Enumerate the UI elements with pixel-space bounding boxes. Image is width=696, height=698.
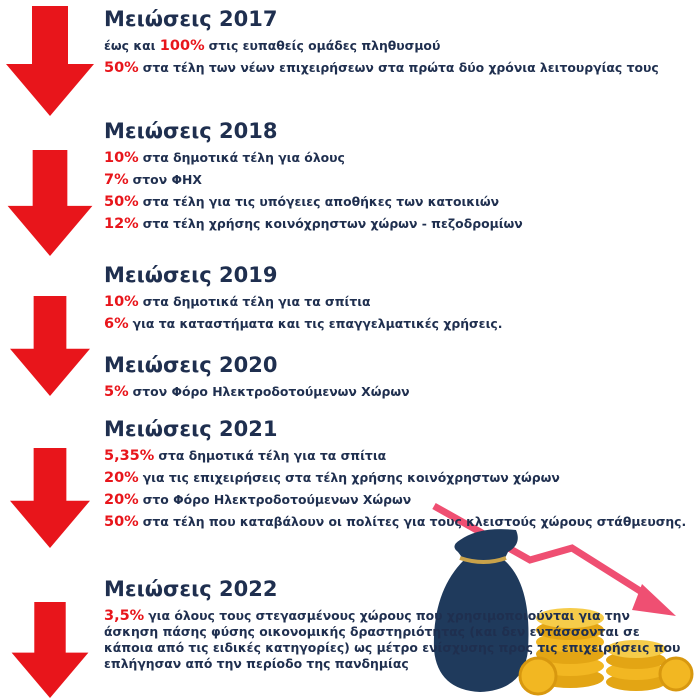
section-title: Μειώσεις 2019 xyxy=(104,263,278,287)
item-text: στον Φόρο Ηλεκτροδοτούμενων Χώρων xyxy=(132,384,410,399)
item-text: για όλους τους στεγασμένους χώρους που χρησιμοποιούνται για την άσκηση πάσης φύσης οικονομικής δραστηριότητας (και δεν εντάσσονται σε κάποια από τις ειδικές κατηγορίες) ως μέτρο ενίσχυσης προς τις επιχειρήσεις που επλήγησαν από την περίοδο της πανδημίας xyxy=(104,608,681,671)
percentage: 20% xyxy=(104,470,139,486)
percentage: 10% xyxy=(104,150,139,166)
item-text: στα δημοτικά τέλη για όλους xyxy=(142,150,345,165)
reduction-item xyxy=(104,194,688,210)
item-text: στις ευπαθείς ομάδες πληθυσμού xyxy=(208,38,441,53)
section-title: Μειώσεις 2018 xyxy=(104,119,278,143)
reduction-item xyxy=(104,60,688,76)
down-arrow-icon xyxy=(6,602,94,698)
reduction-item xyxy=(104,38,688,54)
percentage: 3,5% xyxy=(104,608,145,624)
percentage: 10% xyxy=(104,294,139,310)
percentage: 100% xyxy=(159,38,205,54)
reduction-item xyxy=(104,316,688,332)
down-arrow-icon xyxy=(6,6,94,116)
section-title: Μειώσεις 2022 xyxy=(104,577,278,601)
item-text: στα τέλη για τις υπόγειες αποθήκες των κατοικιών xyxy=(142,194,500,209)
percentage: 7% xyxy=(104,172,129,188)
section-2017 xyxy=(104,6,688,82)
percentage: 6% xyxy=(104,316,129,332)
reduction-item xyxy=(104,294,688,310)
percentage: 12% xyxy=(104,216,139,232)
down-arrow-icon xyxy=(6,448,94,548)
reduction-item xyxy=(104,150,688,166)
item-text: στα τέλη που καταβάλουν οι πολίτες για τους κλειστούς χώρους στάθμευσης. xyxy=(142,514,687,529)
section-2019 xyxy=(104,262,688,338)
section-title: Μειώσεις 2017 xyxy=(104,7,278,31)
percentage: 50% xyxy=(104,514,139,530)
section-2018 xyxy=(104,118,688,238)
item-text: για τις επιχειρήσεις στα τέλη χρήσης κοινόχρηστων χώρων xyxy=(142,470,560,485)
item-text: στα δημοτικά τέλη για τα σπίτια xyxy=(142,294,371,309)
reduction-item xyxy=(104,384,688,400)
reduction-item xyxy=(104,172,688,188)
reduction-item xyxy=(104,492,688,508)
section-2022 xyxy=(104,576,688,678)
item-text: για τα καταστήματα και τις επαγγελματικές χρήσεις. xyxy=(132,316,503,331)
percentage: 5,35% xyxy=(104,448,155,464)
reduction-item xyxy=(104,608,688,672)
section-title: Μειώσεις 2021 xyxy=(104,417,278,441)
reduction-item xyxy=(104,216,688,232)
section-2021 xyxy=(104,416,688,536)
percentage: 50% xyxy=(104,60,139,76)
item-text: στον ΦΗΧ xyxy=(132,172,202,187)
reduction-item xyxy=(104,514,688,530)
item-text: στα δημοτικά τέλη για τα σπίτια xyxy=(158,448,387,463)
section-title: Μειώσεις 2020 xyxy=(104,353,278,377)
item-text: στα τέλη χρήσης κοινόχρηστων χώρων - πεζοδρομίων xyxy=(142,216,523,231)
item-prefix: έως και xyxy=(104,38,160,53)
down-arrow-icon xyxy=(6,296,94,396)
down-arrow-icon xyxy=(6,150,94,256)
percentage: 5% xyxy=(104,384,129,400)
reduction-item xyxy=(104,470,688,486)
reduction-item xyxy=(104,448,688,464)
section-2020 xyxy=(104,352,688,406)
percentage: 20% xyxy=(104,492,139,508)
percentage: 50% xyxy=(104,194,139,210)
item-text: στο Φόρο Ηλεκτροδοτούμενων Χώρων xyxy=(142,492,412,507)
item-text: στα τέλη των νέων επιχειρήσεων στα πρώτα δύο χρόνια λειτουργίας τους xyxy=(142,60,659,75)
